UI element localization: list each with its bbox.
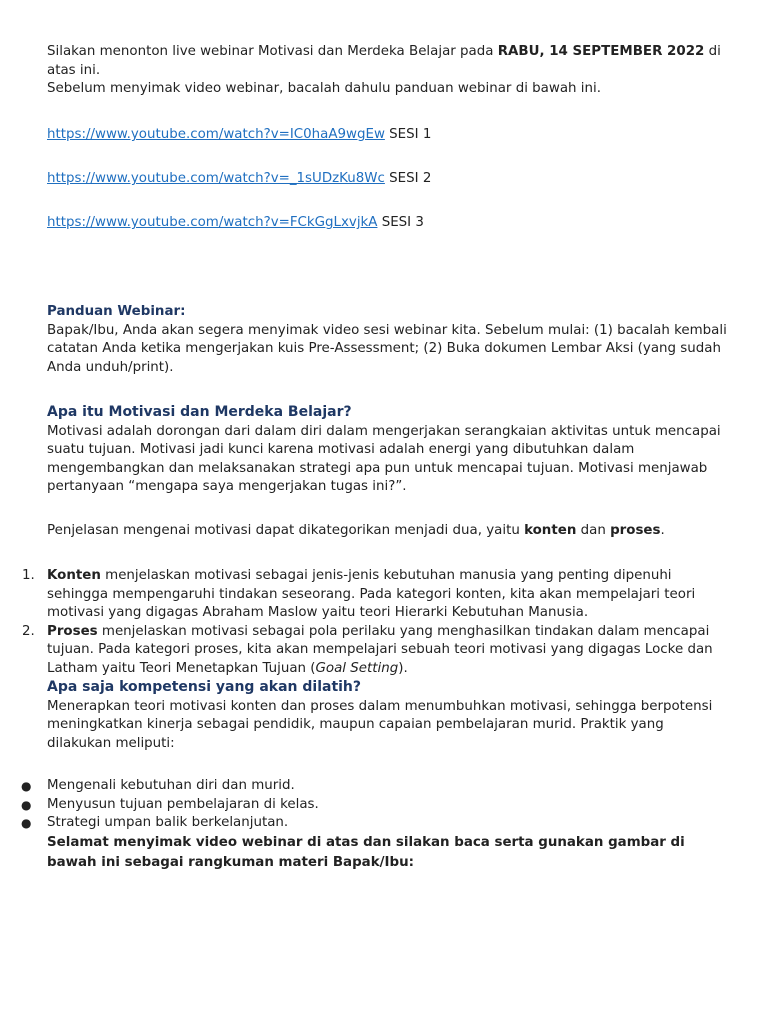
motivation-body: Motivasi adalah dorongan dari dalam diri dalam mengerjakan serangkaian aktivitas untuk mencapai suatu tujuan. Motivasi jadi kunci karena motivasi adalah energi yang dibutuhkan dalam mengembangkan dan melaksanakan strategi apa pun untuk mencapai tujuan. Motivasi menjawab pertanyaan “mengapa saya mengerjakan tugas ini?”.: [47, 423, 721, 494]
session-1-label: SESI 1: [384, 127, 432, 142]
guide-title: Panduan Webinar:: [47, 304, 186, 319]
list-number: 2.: [22, 623, 35, 639]
categories-period: .: [660, 523, 665, 538]
session-link-row-1: [47, 126, 727, 145]
bullet-icon: ●: [21, 816, 32, 830]
list-term: Proses: [47, 623, 98, 639]
list-item: [0, 777, 720, 796]
competency-list: [0, 777, 720, 833]
competency-section: [47, 678, 727, 753]
bullet-text: Mengenali kebutuhan diri dan murid.: [47, 778, 295, 793]
intro-paragraph: [47, 43, 727, 99]
guide-body: Bapak/Ibu, Anda akan segera menyimak video sesi webinar kita. Sebelum mulai: (1) bacalah kembali catatan Anda ketika mengerjakan kuis Pre-Assessment; (2) Buka dokumen Lembar Aksi (yang sudah Anda unduh/print).: [47, 322, 727, 375]
list-item: [0, 796, 720, 815]
categories-and: dan: [576, 523, 611, 538]
list-number: 1.: [22, 568, 35, 583]
bullet-text: Menyusun tujuan pembelajaran di kelas.: [47, 796, 319, 812]
bullet-icon: ●: [21, 779, 32, 793]
proses-term: proses: [610, 523, 661, 538]
closing-note: Selamat menyimak video webinar di atas dan silakan baca serta gunakan gambar di bawah ini sebagai rangkuman materi Bapak/Ibu:: [47, 835, 685, 870]
list-term: Konten: [47, 568, 101, 583]
list-text: menjelaskan motivasi sebagai pola perilaku yang menghasilkan tindakan dalam mencapai tujuan. Pada kategori proses, kita akan mempelajari sebuah teori motivasi yang digagas Locke dan Latham yaitu Teori Menetapkan Tujuan (: [47, 623, 713, 676]
list-text: menjelaskan motivasi sebagai jenis-jenis kebutuhan manusia yang penting dipenuhi sehingga mempengaruhi tindakan seseorang. Pada kategori konten, kita akan mempelajari teori motivasi yang digagas Abraham Maslow yaitu teori Hierarki Kebutuhan Manusia.: [47, 568, 696, 620]
bullet-text: Strategi umpan balik berkelanjutan.: [47, 815, 289, 830]
session-link-row-3: [47, 214, 727, 233]
motivation-heading: Apa itu Motivasi dan Merdeka Belajar?: [47, 404, 352, 420]
motivation-section: [47, 403, 727, 497]
session-link-row-2: [47, 170, 727, 189]
intro-text: Silakan menonton live webinar Motivasi dan Merdeka Belajar pada: [47, 44, 498, 59]
konten-term: konten: [524, 523, 577, 538]
competency-body: Menerapkan teori motivasi konten dan proses dalam menumbuhkan motivasi, sehingga berpotensi meningkatkan kinerja sebagai pendidik, maupun capaian pembelajaran murid. Praktik yang dilakukan meliputi:: [47, 698, 713, 751]
session-1-link[interactable]: https://www.youtube.com/watch?v=IC0haA9wgEw: [47, 127, 385, 142]
session-2-link[interactable]: https://www.youtube.com/watch?v=_1sUDzKu8Wc: [47, 171, 385, 186]
bullet-icon: ●: [21, 797, 32, 812]
categories-intro: [47, 522, 727, 541]
guide-section: [47, 303, 727, 377]
goal-setting-term: Goal Setting: [315, 660, 399, 676]
intro-instruction: Sebelum menyimak video webinar, bacalah dahulu panduan webinar di bawah ini.: [47, 81, 601, 96]
list-item: [0, 623, 730, 679]
competency-heading: Apa saja kompetensi yang akan dilatih?: [47, 679, 362, 695]
list-text-end: ).: [398, 660, 408, 676]
category-list: [0, 567, 730, 678]
session-3-label: SESI 3: [377, 215, 424, 230]
intro-text-end: di atas ini.: [47, 44, 721, 78]
categories-text: Penjelasan mengenai motivasi dapat dikategorikan menjadi dua, yaitu: [47, 523, 525, 538]
list-item: [0, 567, 730, 623]
webinar-date: RABU, 14 SEPTEMBER 2022: [497, 44, 705, 59]
session-2-label: SESI 2: [384, 171, 432, 186]
list-item: [0, 814, 720, 833]
session-3-link[interactable]: https://www.youtube.com/watch?v=FCkGgLxvjkA: [47, 215, 378, 230]
